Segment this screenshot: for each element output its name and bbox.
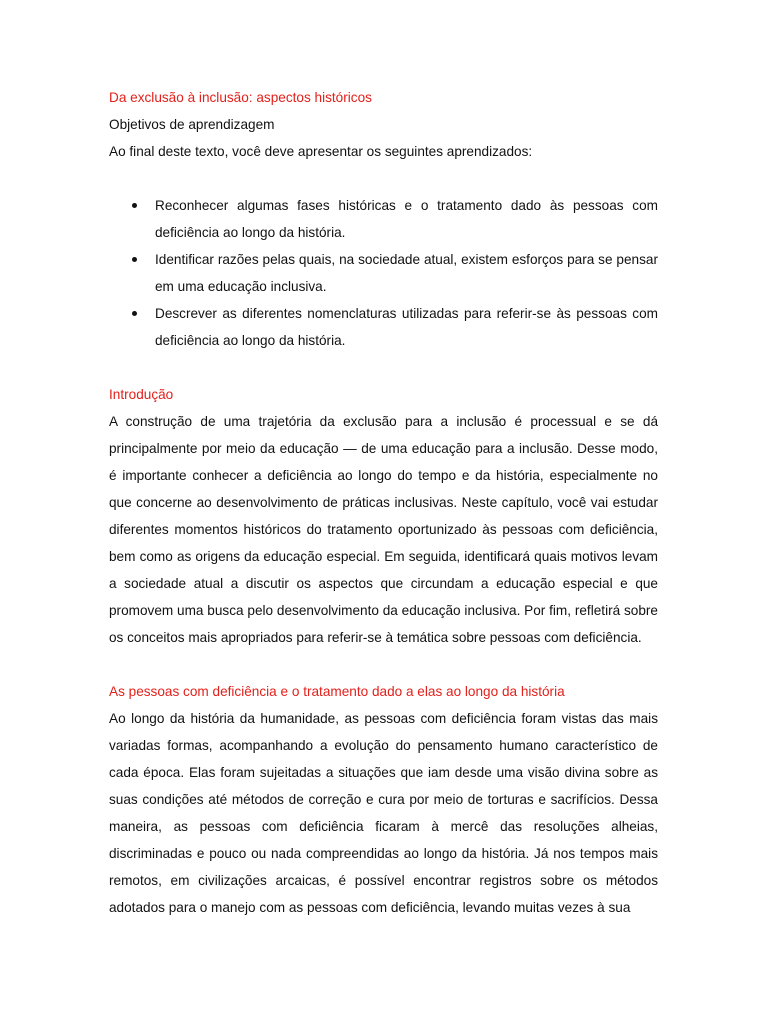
spacer: [109, 354, 658, 381]
bullet-icon: [132, 203, 137, 208]
objective-item: [109, 300, 658, 354]
bullet-icon: [132, 257, 137, 262]
objectives-heading: Objetivos de aprendizagem: [109, 117, 275, 132]
document-title: Da exclusão à inclusão: aspectos históricos: [109, 90, 372, 105]
spacer: [109, 165, 658, 192]
section-paragraph: Ao longo da história da humanidade, as pessoas com deficiência foram vistas das mais variadas formas, acompanhando a evolução do pensamento humano característico de cada época. Elas foram sujeitadas a situações que iam desde uma visão divina sobre as suas condições até métodos de correção e cura por meio de torturas e sacrifícios. Dessa maneira, as pessoas com deficiência ficaram à mercê das resoluções alheias, discriminadas e pouco ou nada compreendidas ao longo da história. Já nos tempos mais remotos, em civilizações arcaicas, é possível encontrar registros sobre os métodos adotados para o manejo com as pessoas com deficiência, levando muitas vezes à sua: [109, 711, 658, 915]
objectives-list: [109, 192, 658, 354]
objective-item: [109, 246, 658, 300]
intro-paragraph: A construção de uma trajetória da exclusão para a inclusão é processual e se dá principalmente por meio da educação — de uma educação para a inclusão. Desse modo, é importante conhecer a deficiência ao longo do tempo e da história, especialmente no que concerne ao desenvolvimento de práticas inclusivas. Neste capítulo, você vai estudar diferentes momentos históricos do tratamento oportunizado às pessoas com deficiência, bem como as origens da educação especial. Em seguida, identificará quais motivos levam a sociedade atual a discutir os aspectos que circundam a educação especial e que promovem uma busca pelo desenvolvimento da educação inclusiva. Por fim, refletirá sobre os conceitos mais apropriados para referir-se à temática sobre pessoas com deficiência.: [109, 414, 658, 645]
objective-text: Descrever as diferentes nomenclaturas utilizadas para referir-se às pessoas com deficiência ao longo da história.: [155, 306, 658, 348]
objective-text: Reconhecer algumas fases históricas e o tratamento dado às pessoas com deficiência ao longo da história.: [155, 198, 658, 240]
section-heading: As pessoas com deficiência e o tratamento dado a elas ao longo da história: [109, 684, 565, 699]
intro-heading: Introdução: [109, 387, 174, 402]
objectives-intro: Ao final deste texto, você deve apresentar os seguintes aprendizados:: [109, 144, 533, 159]
spacer: [109, 651, 658, 678]
objective-item: [109, 192, 658, 246]
objective-text: Identificar razões pelas quais, na sociedade atual, existem esforços para se pensar em uma educação inclusiva.: [155, 252, 658, 294]
bullet-icon: [132, 311, 137, 316]
